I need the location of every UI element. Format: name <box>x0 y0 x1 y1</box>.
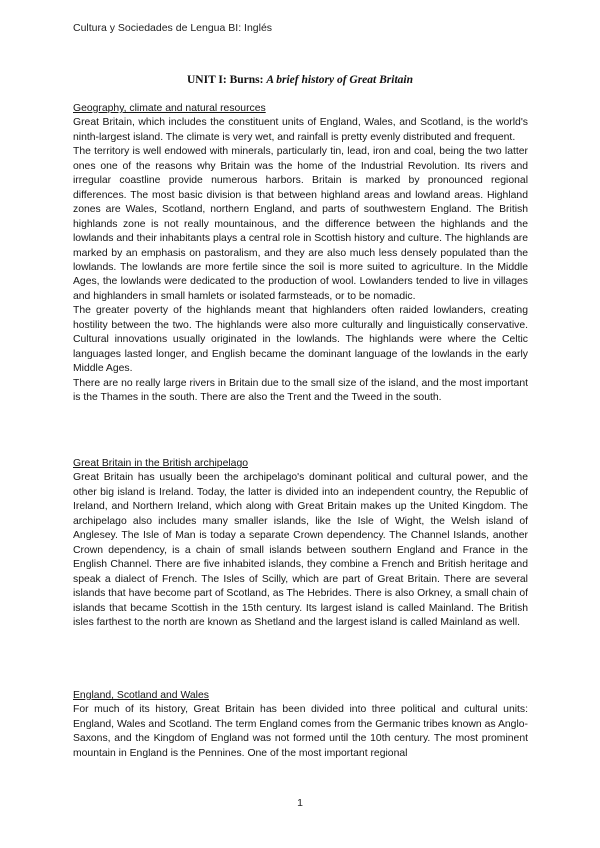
paragraph: Great Britain has usually been the archipelago's dominant political and cultural power, and the other big island is Ireland. Today, the latter is divided into an independent country, the Republic of Ireland, and Northern Ireland, which along with Great Britain makes up the United Kingdom. The archipelago also includes many smaller islands, like the Isle of Wight, the Welsh island of Anglesey. The Isle of Man is today a separate Crown dependency. The Channel Islands, another Crown dependency, is a chain of small islands between southern England and France in the English Channel. There are five inhabited islands, they combine a French and British heritage and speak a dialect of French. The Isles of Scilly, which are part of Great Britain. There are several islands that have become part of Scotland, as The Hebrides. There is also Orkney, a small chain of islands that became Scottish in the 15th century. Its largest island is called Mainland. The British isles farthest to the north are known as Shetland and the largest island is called Mainland as well. <box>73 472 528 628</box>
running-header: Cultura y Sociedades de Lengua BI: Inglés <box>73 22 273 34</box>
unit-title-italic: A brief history of Great Britain <box>266 74 413 86</box>
section-archipelago <box>73 457 528 630</box>
section-england-scotland-wales <box>73 689 528 761</box>
paragraph: There are no really large rivers in Britain due to the small size of the island, and the most important is the Thames in the south. There are also the Trent and the Tweed in the south. <box>73 377 528 404</box>
section-heading: Geography, climate and natural resources <box>73 103 266 114</box>
section-geography <box>73 102 528 406</box>
unit-title <box>0 74 600 86</box>
section-heading: Great Britain in the British archipelago <box>73 458 248 469</box>
unit-title-prefix: UNIT I: Burns: <box>186 74 267 86</box>
paragraph: Great Britain, which includes the constituent units of England, Wales, and Scotland, is the world's ninth-largest island. The climate is very wet, and rainfall is pretty evenly distributed and frequent. <box>73 117 528 143</box>
section-heading: England, Scotland and Wales <box>73 690 209 701</box>
paragraph: The territory is well endowed with minerals, particularly tin, lead, iron and coal, being the two latter ones one of the reasons why Britain was the home of the Industrial Revolution. Its rivers and irregular coastline provide numerous harbors. Britain is marked by pronounced regional differences. The most basic division is that between highland areas and lowland areas. Highland zones are Wales, Scotland, northern England, and parts of southwestern England. The British highlands zone is not really mountainous, and the difference between the highlands and the lowlands and their inhabitants plays a central role in Scottish history and culture. The highlands are marked by an emphasis on pastoralism, and they are also much less densely populated than the lowlands. The lowlands are more fertile since the soil is more suited to agriculture. In the Middle Ages, the lowlands were dedicated to the production of wool. Lowlanders tended to live in villages and highlanders in small hamlets or isolated farmsteads, or to be nomadic. <box>73 146 528 302</box>
paragraph: The greater poverty of the highlands meant that highlanders often raided lowlanders, creating hostility between the two. The highlands were also more culturally and linguistically conservative. Cultural innovations usually originated in the lowlands. The highlands were where the Celtic languages lasted longer, and English became the dominant language of the lowlands in the early Middle Ages. <box>73 305 528 375</box>
page-number: 1 <box>297 797 303 809</box>
paragraph: For much of its history, Great Britain has been divided into three political and cultural units: England, Wales and Scotland. The term England comes from the Germanic tribes known as Anglo-Saxons, and the Kingdom of England was not formed until the 10th century. The most prominent mountain in England is the Pennines. One of the most important regional <box>73 704 528 759</box>
